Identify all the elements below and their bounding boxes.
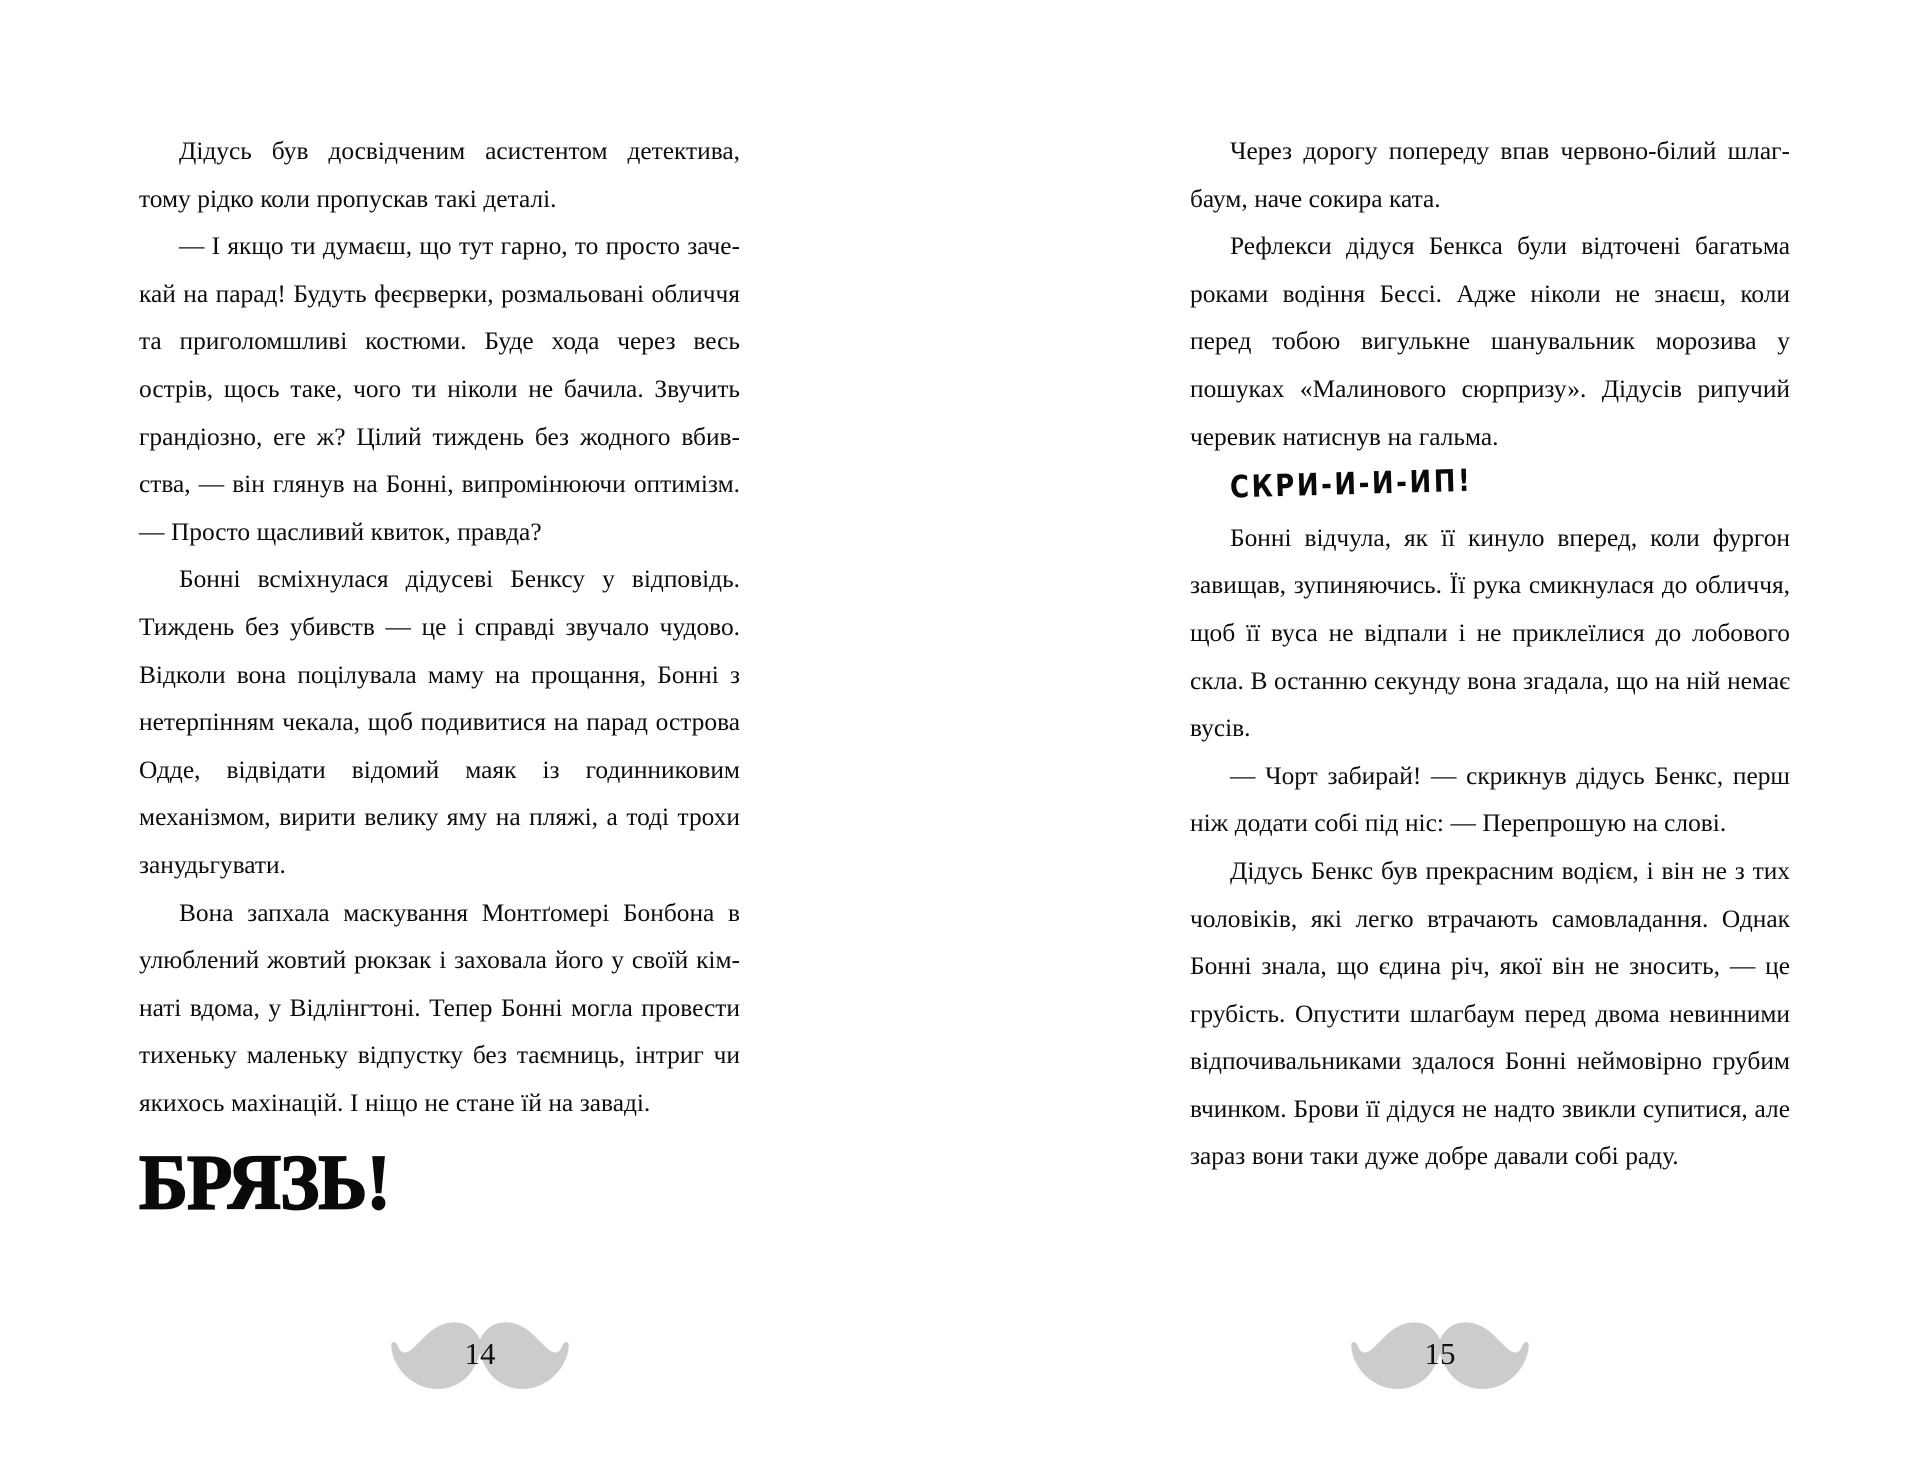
paragraph: Рефлекси дідуся Бенкса були відточені багатьма роками водіння Бессі. Адже ніколи не знаєш, коли перед тобою вигулькне шанувальник морозива у пошуках «Малинового сюрпризу». Дідусів рипучий черевик натиснув на гальма. [1190,232,1790,451]
right-page-textblock [1190,128,1790,1181]
page-number: 15 [1424,1335,1456,1371]
left-page-footer [0,1309,960,1401]
paragraph: Через дорогу попереду впав червоно-білий шлагбаум, наче сокира ката. [1190,137,1790,213]
sound-effect-lettering: СКРИ-И-И-ИП! [1229,463,1473,506]
left-page-textblock [139,128,740,1228]
paragraph: Дідусь був досвідченим асистентом детектива, тому рідко коли пропускав такі деталі. [139,137,740,213]
paragraph: Бонні всміхнулася дідусеві Бенксу у відповідь. Тиждень без убивств — це і справді звучало чудово. Відколи вона поцілувала маму на прощання, Бонні з нетерпінням чекала, щоб подивитися на парад острова Одде, відвідати відомий маяк із годинниковим механізмом, вирити велику яму на пляжі, а тоді трохи занудьгувати. [139,565,740,879]
folio-group [1340,1309,1540,1401]
display-interjection: БРЯЗЬ! [139,1140,390,1228]
page-number: 14 [464,1335,496,1371]
paragraph: — Чорт забирай! — скрикнув дідусь Бенкс, перш ніж додати собі під ніс: — Перепрошую на слові. [1190,761,1790,838]
folio-group [380,1309,580,1401]
right-page-footer [960,1309,1920,1401]
paragraph: — І якщо ти думаєш, що тут гарно, то просто зачекай на парад! Будуть феєрверки, розмальовані обличчя та приголомшливі костюми. Буде хода через весь острів, щось таке, чого ти ніколи не бачила. Звучить грандіозно, еге ж? Цілий тиждень без жодного вбивства, — він глянув на Бонні, випромінюючи оптимізм. — Просто щасливий квиток, правда? [139,232,740,546]
paragraph: Вона запхала маскування Монтґомері Бонбона в улюблений жовтий рюкзак і заховала його у своїй кімнаті вдома, у Відлінгтоні. Тепер Бонні могла провести тихеньку маленьку відпустку без таємниць, інтриг чи якихось махінацій. І ніщо не стане їй на заваді. [139,898,740,1117]
paragraph: Бонні відчула, як її кинуло вперед, коли фургон завищав, зупиняючись. Її рука смикнулася до обличчя, щоб її вуса не відпали і не приклеїлися до лобового скла. В останню секунду вона згадала, що на ній немає вусів. [1190,523,1790,743]
right-page [960,0,1920,1477]
paragraph: Дідусь Бенкс був прекрасним водієм, і він не з тих чоловіків, які легко втрачають самовладання. Однак Бонні знала, що єдина річ, якої він не зносить, — це грубість. Опустити шлагбаум перед двома невинними відпочивальниками здалося Бонні неймовірно грубим вчинком. Брови її дідуся не надто звикли супитися, але зараз вони таки дуже добре давали собі раду. [1190,856,1790,1171]
